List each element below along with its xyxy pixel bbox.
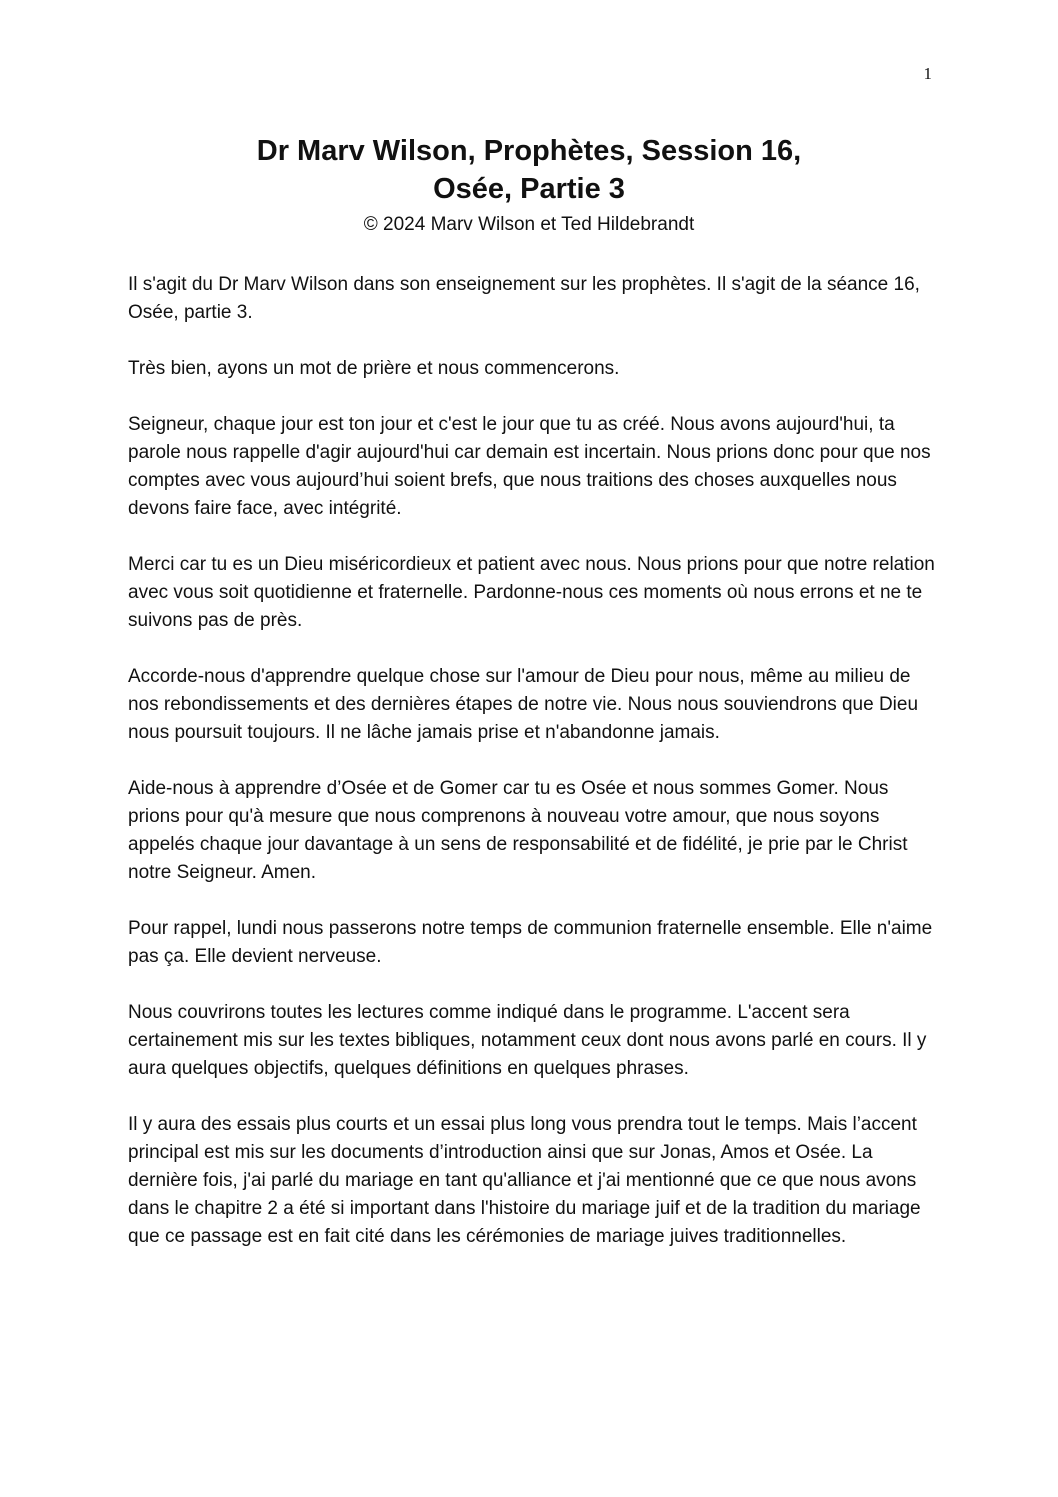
paragraph: Il s'agit du Dr Marv Wilson dans son enseignement sur les prophètes. Il s'agit de la séance 16, Osée, partie 3. — [128, 274, 920, 323]
paragraph: Il y aura des essais plus courts et un essai plus long vous prendra tout le temps. Mais l’accent principal est mis sur les documents d’introduction ainsi que sur Jonas, Amos et Osée. La dernière fois, j'ai parlé du mariage en tant qu'alliance et j'ai mentionné que ce que nous avons dans le chapitre 2 a été si important dans l'histoire du mariage juif et de la tradition du mariage que ce passage est en fait cité dans les cérémonies de mariage juives traditionnelles. — [128, 1114, 921, 1247]
paragraph: Très bien, ayons un mot de prière et nous commencerons. — [128, 358, 620, 379]
paragraph: Seigneur, chaque jour est ton jour et c'est le jour que tu as créé. Nous avons aujourd'hui, ta parole nous rappelle d'agir aujourd'hui car demain est incertain. Nous prions donc pour que nos comptes avec vous aujourd’hui soient brefs, que nous traitions des choses auxquelles nous devons faire face, avec intégrité. — [128, 414, 931, 519]
paragraph: Nous couvrirons toutes les lectures comme indiqué dans le programme. L'accent sera certainement mis sur les textes bibliques, notamment ceux dont nous avons parlé en cours. Il y aura quelques objectifs, quelques définitions en quelques phrases. — [128, 1002, 927, 1079]
paragraph: Pour rappel, lundi nous passerons notre temps de communion fraternelle ensemble. Elle n'aime pas ça. Elle devient nerveuse. — [128, 918, 933, 967]
document-title-line-1: Dr Marv Wilson, Prophètes, Session 16, — [256, 135, 802, 167]
paragraph: Aide-nous à apprendre d’Osée et de Gomer car tu es Osée et nous sommes Gomer. Nous prions pour qu'à mesure que nous comprenons à nouveau votre amour, que nous soyons appelés chaque jour davantage à un sens de responsabilité et de fidélité, je prie par le Christ notre Seigneur. Amen. — [128, 778, 908, 883]
document-title-line-2: Osée, Partie 3 — [433, 173, 625, 205]
copyright-notice: © 2024 Marv Wilson et Ted Hildebrandt — [363, 214, 695, 235]
document-body — [128, 271, 936, 1279]
paragraph: Accorde-nous d'apprendre quelque chose sur l'amour de Dieu pour nous, même au milieu de nos rebondissements et des dernières étapes de notre vie. Nous nous souviendrons que Dieu nous poursuit toujours. Il ne lâche jamais prise et n'abandonne jamais. — [128, 666, 919, 743]
document-header — [0, 132, 1058, 238]
page-number: 1 — [923, 64, 932, 83]
paragraph: Merci car tu es un Dieu miséricordieux et patient avec nous. Nous prions pour que notre relation avec vous soit quotidienne et fraternelle. Pardonne-nous ces moments où nous errons et ne te suivons pas de près. — [128, 554, 935, 631]
